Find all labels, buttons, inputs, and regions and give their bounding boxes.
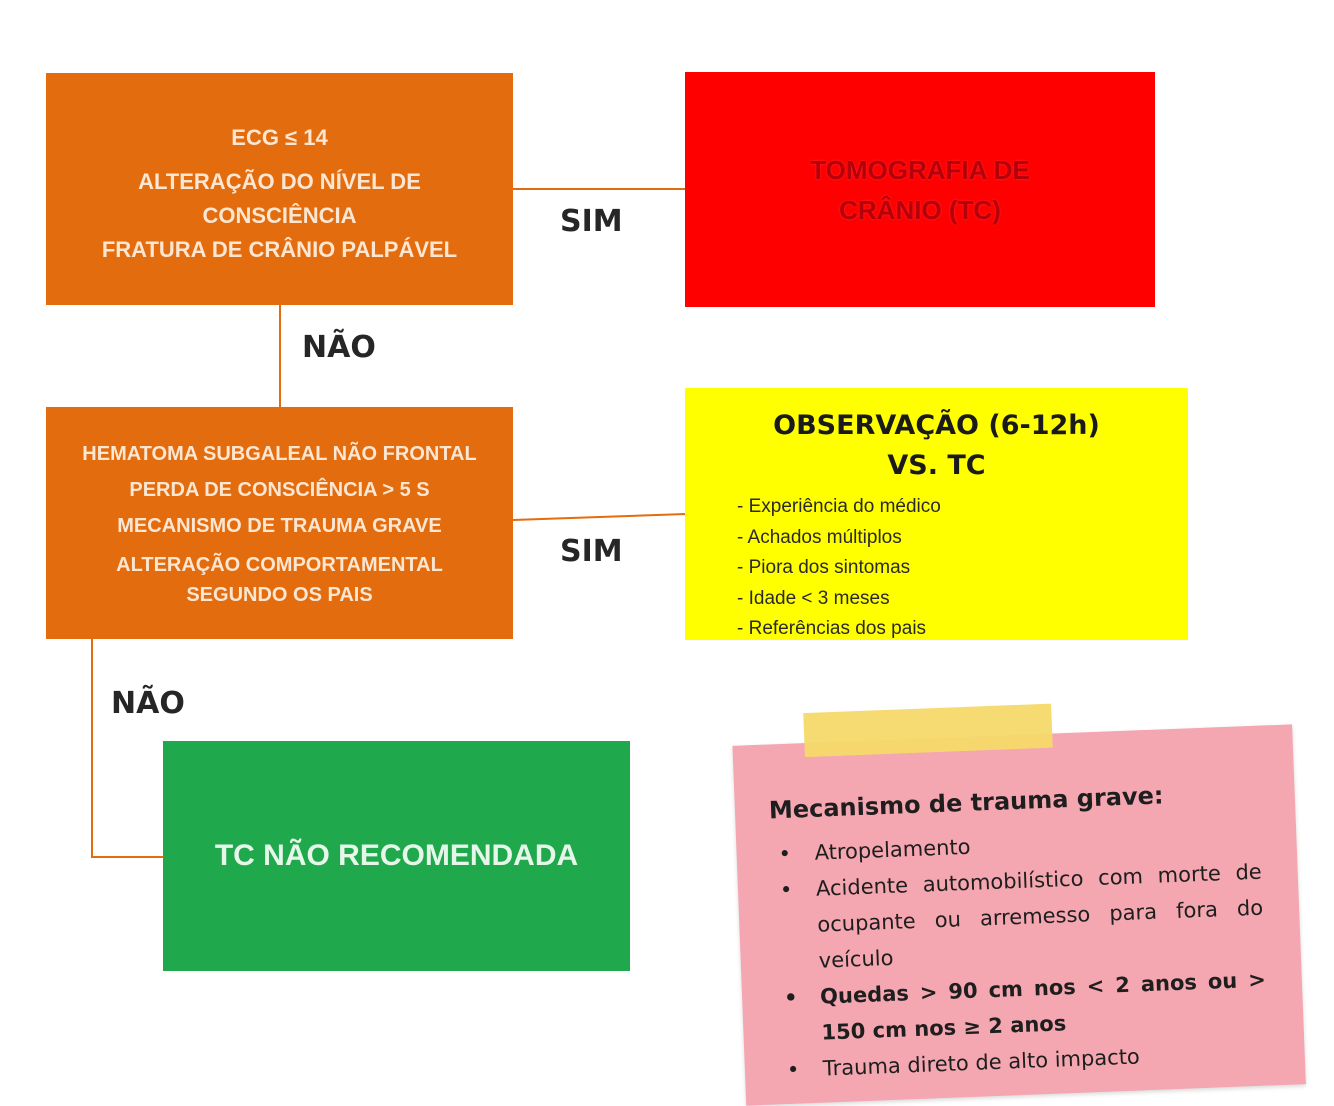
observation-item: - Piora dos sintomas <box>737 557 911 578</box>
criteria-box-1 <box>46 73 513 305</box>
outcome-no-tc-box <box>163 741 630 971</box>
observation-item: - Achados múltiplos <box>737 526 902 548</box>
criteria-box-2 <box>46 407 513 639</box>
criteria-hematoma: HEMATOMA SUBGALEAL NÃO FRONTAL <box>82 443 477 465</box>
outcome-tc-line-1: TOMOGRAFIA DE <box>810 154 1030 185</box>
criteria-mechanism: MECANISMO DE TRAUMA GRAVE <box>117 515 442 537</box>
sticky-note-body <box>732 724 1305 1105</box>
observation-title-1: OBSERVAÇÃO (6-12h) <box>773 410 1100 441</box>
label-nao-1: NÃO <box>302 330 376 365</box>
sticky-note-item: • Acidente automobilístico com morte de ocupante ou arremesso para fora do veículo <box>771 854 1265 981</box>
label-nao-2: NÃO <box>111 686 185 721</box>
criteria-ecg: ECG ≤ 14 <box>231 125 328 150</box>
connector-box3-box4 <box>513 513 686 521</box>
connector-to-box5 <box>91 856 163 858</box>
sticky-note-item: • Quedas > 90 cm nos < 2 anos ou > 150 cm nos ≥ 2 anos <box>775 962 1267 1053</box>
sticky-note-list <box>770 818 1269 1089</box>
connector-box1-box3 <box>279 305 281 407</box>
label-sim-2: SIM <box>560 534 623 569</box>
outcome-no-tc-text: TC NÃO RECOMENDADA <box>214 839 579 872</box>
observation-title-2: VS. TC <box>887 450 986 481</box>
criteria-consciousness-1: ALTERAÇÃO DO NÍVEL DE <box>138 169 421 194</box>
outcome-tc-line-2: CRÂNIO (TC) <box>839 194 1001 225</box>
sticky-note-item: • Trauma direto de alto impacto <box>778 1034 1269 1089</box>
criteria-behavior-2: SEGUNDO OS PAIS <box>186 584 373 606</box>
sticky-note-item: • Atropelamento <box>770 818 1261 873</box>
observation-box <box>685 388 1188 640</box>
observation-item: - Referências dos pais <box>737 618 927 639</box>
outcome-tc-box <box>685 72 1155 307</box>
sticky-note <box>731 694 1304 1081</box>
label-sim-1: SIM <box>560 204 623 239</box>
observation-list <box>685 492 941 645</box>
connector-box1-box2 <box>513 188 685 190</box>
sticky-note-title: Mecanismo de trauma grave: <box>768 781 1164 825</box>
observation-item: - Experiência do médico <box>737 496 941 517</box>
criteria-behavior-1: ALTERAÇÃO COMPORTAMENTAL <box>116 554 443 576</box>
criteria-fracture: FRATURA DE CRÂNIO PALPÁVEL <box>101 237 458 262</box>
connector-box3-down <box>91 639 93 857</box>
observation-item: - Idade < 3 meses <box>737 587 890 609</box>
criteria-consciousness-2: CONSCIÊNCIA <box>202 203 357 228</box>
criteria-loss-consciousness: PERDA DE CONSCIÊNCIA > 5 S <box>129 479 430 501</box>
